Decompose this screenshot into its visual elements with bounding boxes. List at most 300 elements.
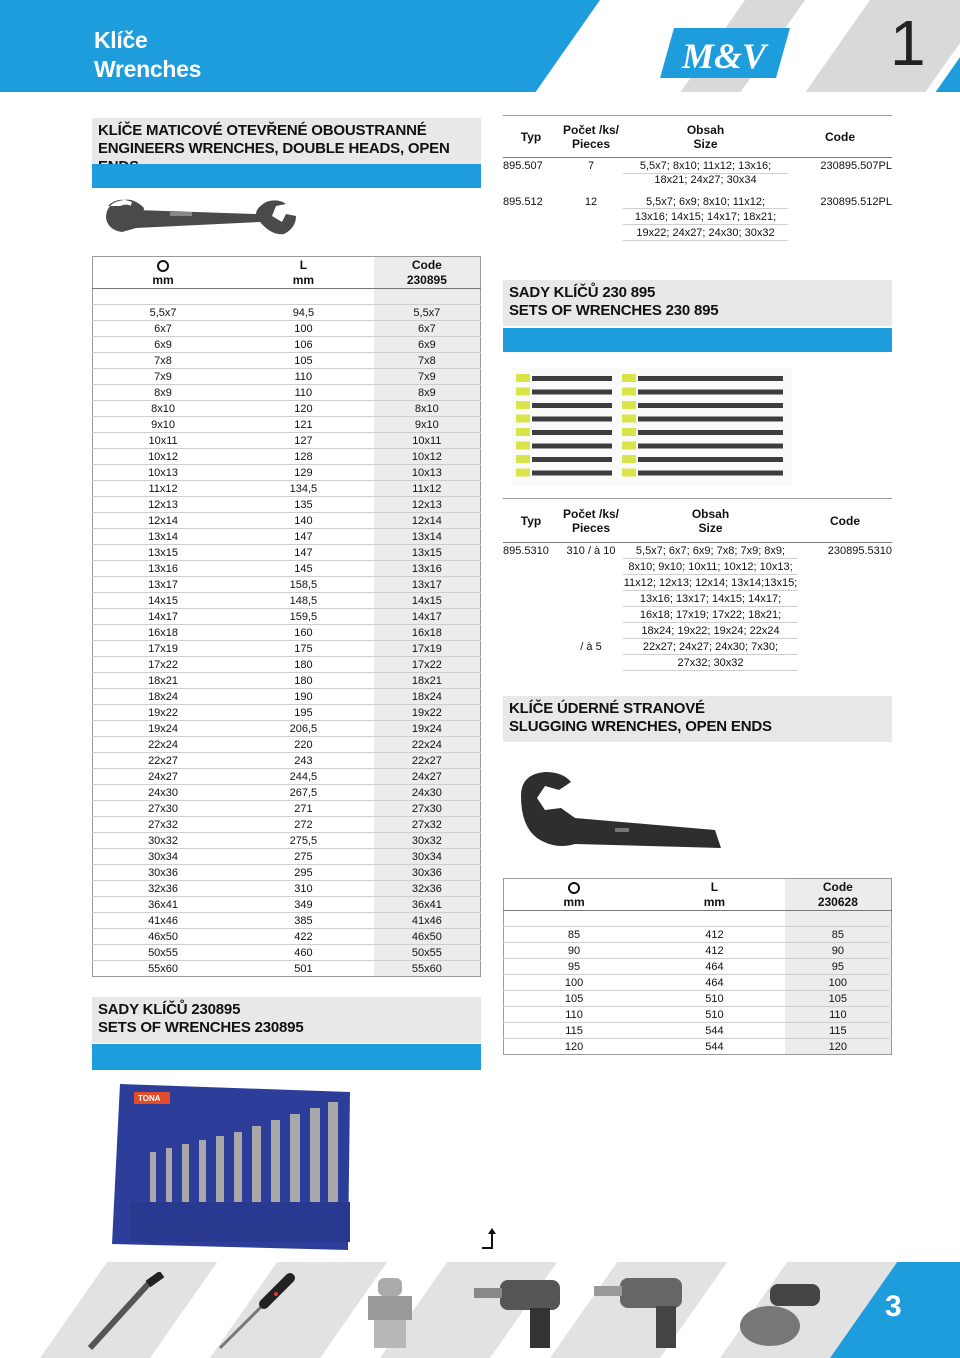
obsah-label: Obsah [686, 122, 725, 137]
section2-title-en: SETS OF WRENCHES 230895 [98, 1019, 304, 1036]
size-cell: 17x19 [93, 641, 234, 657]
set-row [503, 191, 892, 209]
code-cell: 230895.507PL [820, 159, 892, 172]
size-cell: 5,5x7 [93, 305, 234, 321]
code-cell: 12x13 [374, 497, 481, 513]
page-number: 3 [885, 1290, 902, 1323]
code-cell: 19x22 [374, 705, 481, 721]
pieces-header-cz: Počet /ks/ [562, 122, 620, 137]
rack-label-tag [622, 455, 636, 463]
code-cell: 17x22 [374, 657, 481, 673]
size-list-cell: 18x21; 24x27; 30x34 [623, 174, 788, 192]
code-cell: 85 [785, 927, 892, 943]
set-row [503, 225, 892, 241]
table-row [504, 975, 892, 991]
size-list-cell: 16x18; 17x19; 17x22; 18x21; [623, 607, 798, 623]
size-cell: 55x60 [93, 961, 234, 977]
size-cell: 32x36 [93, 881, 234, 897]
pieces-cell: 12 [584, 196, 598, 209]
obsah-label: Obsah [691, 506, 730, 521]
rack-wrench [532, 417, 612, 422]
code-cell: 14x15 [374, 593, 481, 609]
rack-wrench [638, 471, 783, 476]
code-cell: 13x17 [374, 577, 481, 593]
unit-mm-2: mm [233, 273, 374, 289]
table-row [93, 497, 481, 513]
size-cell: 22x24 [93, 737, 234, 753]
length-cell: 145 [233, 561, 374, 577]
set-row [503, 607, 892, 623]
ring-icon-header [93, 257, 234, 273]
rack-wrench [638, 444, 783, 449]
code-header: Code [374, 257, 481, 273]
rack-wrench [532, 471, 612, 476]
length-cell: 110 [233, 385, 374, 401]
length-cell: 129 [233, 465, 374, 481]
size-cell: 85 [504, 927, 645, 943]
hammer-drill-icon [590, 1270, 710, 1354]
size-cell: 36x41 [93, 897, 234, 913]
code-header: Code [825, 129, 855, 144]
size-cell: 46x50 [93, 929, 234, 945]
table-row [93, 641, 481, 657]
code-cell: 17x19 [374, 641, 481, 657]
size-cell: 10x12 [93, 449, 234, 465]
code-cell: 8x9 [374, 385, 481, 401]
size-cell: 11x12 [93, 481, 234, 497]
table-row [93, 705, 481, 721]
size-cell: 24x30 [93, 785, 234, 801]
table-row [93, 625, 481, 641]
length-cell: 271 [233, 801, 374, 817]
length-cell: 147 [233, 529, 374, 545]
table-row [93, 673, 481, 689]
size-list-cell: 5,5x7; 6x9; 8x10; 11x12; [623, 191, 788, 209]
opening-size-icon [157, 260, 169, 272]
size-cell: 14x17 [93, 609, 234, 625]
size-list-cell: 11x12; 12x13; 12x14; 13x14;13x15; [623, 576, 798, 589]
table-row [93, 721, 481, 737]
pieces-header-en: Pieces [571, 136, 611, 151]
length-cell: 510 [644, 991, 785, 1007]
size-cell: 13x14 [93, 529, 234, 545]
obsah-header [623, 499, 798, 543]
title-czech: Klíče [94, 27, 148, 53]
length-cell: 195 [233, 705, 374, 721]
size-cell: 41x46 [93, 913, 234, 929]
page-header [0, 0, 960, 92]
length-cell: 243 [233, 753, 374, 769]
length-cell: 128 [233, 449, 374, 465]
length-cell: 272 [233, 817, 374, 833]
size-cell: 7x8 [93, 353, 234, 369]
table-row [93, 465, 481, 481]
rack-label-tag [622, 428, 636, 436]
pieces-cell: 310 / à 10 [566, 544, 616, 557]
size-list-cell: 5,5x7; 8x10; 11x12; 13x16; [623, 158, 788, 174]
code-cell: 27x32 [374, 817, 481, 833]
set-table-2 [503, 498, 892, 671]
length-cell: 159,5 [233, 609, 374, 625]
length-cell: 106 [233, 337, 374, 353]
table-row [93, 753, 481, 769]
rack-label-tag [516, 374, 530, 382]
size-cell: 13x17 [93, 577, 234, 593]
code-cell: 14x17 [374, 609, 481, 625]
code-number: 230895 [374, 273, 481, 289]
length-cell: 134,5 [233, 481, 374, 497]
length-cell: 147 [233, 545, 374, 561]
unit-mm-2: mm [703, 895, 726, 910]
code-cell: 95 [785, 959, 892, 975]
size-list-cell: 8x10; 9x10; 10x11; 10x12; 10x13; [623, 559, 798, 575]
table-header-row [93, 257, 481, 273]
screwdriver-icon [210, 1272, 300, 1352]
rack-label-tag [622, 415, 636, 423]
code-cell: 110 [785, 1007, 892, 1023]
pieces-header-cz: Počet /ks/ [562, 506, 620, 521]
table-row [93, 545, 481, 561]
set-row [503, 623, 892, 639]
rack-label-tag [622, 442, 636, 450]
slugging-wrench-table [503, 878, 892, 1055]
code-cell: 32x36 [374, 881, 481, 897]
table-unit-row [504, 895, 892, 911]
pieces-header [559, 116, 623, 158]
length-header: L [299, 257, 308, 272]
size-cell: 17x22 [93, 657, 234, 673]
size-cell: 6x9 [93, 337, 234, 353]
length-cell: 180 [233, 657, 374, 673]
table-row [93, 321, 481, 337]
length-cell: 275,5 [233, 833, 374, 849]
length-cell: 544 [644, 1023, 785, 1039]
size-cell: 19x22 [93, 705, 234, 721]
ring-icon-header [504, 879, 645, 895]
wrench-rack-image [512, 368, 792, 486]
table-row [93, 401, 481, 417]
section3-title-en: SETS OF WRENCHES 230 895 [509, 302, 719, 319]
table-row [93, 865, 481, 881]
set-row [503, 639, 892, 655]
code-cell: 18x24 [374, 689, 481, 705]
code-number: 230628 [785, 895, 892, 911]
rack-wrench [638, 430, 783, 435]
table-row [93, 577, 481, 593]
code-cell: 22x27 [374, 753, 481, 769]
size-cell: 12x13 [93, 497, 234, 513]
table-row [93, 305, 481, 321]
size-cell: 18x24 [93, 689, 234, 705]
code-cell: 10x13 [374, 465, 481, 481]
code-cell: 11x12 [374, 481, 481, 497]
table-row [93, 561, 481, 577]
length-cell: 110 [233, 369, 374, 385]
size-cell: 10x11 [93, 433, 234, 449]
length-cell: 464 [644, 959, 785, 975]
code-cell: 6x7 [374, 321, 481, 337]
size-cell: 10x13 [93, 465, 234, 481]
table-row [93, 385, 481, 401]
table-row [93, 657, 481, 673]
table-row [504, 959, 892, 975]
engineers-wrench-table [92, 256, 481, 977]
length-cell: 544 [644, 1039, 785, 1055]
size-cell: 27x30 [93, 801, 234, 817]
wrench-set-pouch-image [110, 1082, 360, 1252]
length-cell: 100 [233, 321, 374, 337]
size-list-cell: 19x22; 24x27; 24x30; 30x32 [623, 225, 788, 241]
rack-wrench [532, 390, 612, 395]
size-cell: 18x21 [93, 673, 234, 689]
typ-header: Typ [520, 513, 542, 528]
set-table-1-rows [503, 158, 892, 241]
size-cell: 19x24 [93, 721, 234, 737]
size-cell: 50x55 [93, 945, 234, 961]
length-cell: 412 [644, 927, 785, 943]
table-row [93, 849, 481, 865]
code-cell: 10x12 [374, 449, 481, 465]
table-row [93, 513, 481, 529]
length-cell: 127 [233, 433, 374, 449]
size-cell: 120 [504, 1039, 645, 1055]
section3-title [503, 280, 892, 326]
size-list-cell: 5,5x7; 6x7; 6x9; 7x8; 7x9; 8x9; [623, 543, 798, 559]
length-cell: 349 [233, 897, 374, 913]
grease-nipple-icon [350, 1274, 430, 1352]
table-row [93, 737, 481, 753]
code-header: Code [830, 513, 860, 528]
typ-cell: 895.512 [503, 196, 543, 209]
table-row [93, 593, 481, 609]
code-cell: 24x27 [374, 769, 481, 785]
section2-title-cz: SADY KLÍČŮ 230895 [98, 1001, 241, 1018]
unit-mm-1: mm [93, 273, 234, 289]
set-row [503, 543, 892, 559]
length-cell: 244,5 [233, 769, 374, 785]
code-cell: 36x41 [374, 897, 481, 913]
page-title [94, 26, 201, 84]
rack-wrench [638, 390, 783, 395]
code-cell: 8x10 [374, 401, 481, 417]
size-list-cell: 22x27; 24x27; 24x30; 7x30; [623, 639, 798, 655]
length-cell: 310 [233, 881, 374, 897]
size-cell: 22x27 [93, 753, 234, 769]
section4-title-en: SLUGGING WRENCHES, OPEN ENDS [509, 718, 772, 735]
table-row [93, 449, 481, 465]
length-cell: 267,5 [233, 785, 374, 801]
angle-grinder-icon [730, 1270, 830, 1354]
set-row [503, 559, 892, 575]
set-row [503, 209, 892, 225]
code-cell: 13x14 [374, 529, 481, 545]
code-cell: 12x14 [374, 513, 481, 529]
table-row [93, 945, 481, 961]
rack-label-tag [516, 415, 530, 423]
length-cell: 385 [233, 913, 374, 929]
rack-label-tag [622, 374, 636, 382]
logo-text: M&V [682, 36, 767, 76]
length-cell: 295 [233, 865, 374, 881]
code-cell: 115 [785, 1023, 892, 1039]
size-cell: 7x9 [93, 369, 234, 385]
set-table-1-header [503, 116, 892, 158]
rack-wrench [532, 403, 612, 408]
code-cell: 50x55 [374, 945, 481, 961]
corner-arrow-icon [480, 1226, 500, 1250]
size-cell: 105 [504, 991, 645, 1007]
typ-cell: 895.507 [503, 159, 543, 172]
table-row [504, 991, 892, 1007]
pieces-cell: / à 5 [580, 640, 602, 653]
code-header: Code [785, 879, 892, 895]
size-cell: 30x36 [93, 865, 234, 881]
size-cell: 16x18 [93, 625, 234, 641]
size-cell: 115 [504, 1023, 645, 1039]
code-cell: 41x46 [374, 913, 481, 929]
section1-title-en: ENGINEERS WRENCHES, DOUBLE HEADS, OPEN [98, 140, 450, 157]
table-row [93, 769, 481, 785]
table-unit-row [93, 273, 481, 289]
mv-logo [660, 28, 790, 78]
length-cell: 120 [233, 401, 374, 417]
length-cell: 460 [233, 945, 374, 961]
rack-label-tag [622, 388, 636, 396]
length-cell: 501 [233, 961, 374, 977]
section3-title-cz: SADY KLÍČŮ 230 895 [509, 284, 656, 301]
size-label: Size [693, 136, 718, 151]
size-cell: 30x34 [93, 849, 234, 865]
length-cell: 148,5 [233, 593, 374, 609]
pieces-header [559, 499, 623, 543]
length-cell: 121 [233, 417, 374, 433]
typ-header: Typ [520, 129, 542, 144]
table-row [93, 961, 481, 977]
size-label: Size [698, 520, 723, 535]
size-cell: 13x16 [93, 561, 234, 577]
code-cell: 18x21 [374, 673, 481, 689]
set-row [503, 158, 892, 174]
set-table-1 [503, 115, 892, 241]
code-cell: 19x24 [374, 721, 481, 737]
table-row [504, 943, 892, 959]
section4-title [503, 696, 892, 742]
code-cell: 120 [785, 1039, 892, 1055]
length-cell: 220 [233, 737, 374, 753]
code-cell: 230895.512PL [820, 196, 892, 209]
table-row [93, 433, 481, 449]
size-cell: 8x10 [93, 401, 234, 417]
size-cell: 13x15 [93, 545, 234, 561]
table-row [93, 417, 481, 433]
section3-blue-bar [503, 328, 892, 352]
set-row [503, 575, 892, 591]
length-cell: 422 [233, 929, 374, 945]
size-cell: 110 [504, 1007, 645, 1023]
table-row [93, 929, 481, 945]
length-cell: 94,5 [233, 305, 374, 321]
table-row [504, 927, 892, 943]
pieces-cell: 7 [587, 159, 595, 172]
size-cell: 14x15 [93, 593, 234, 609]
length-cell: 158,5 [233, 577, 374, 593]
length-cell: 135 [233, 497, 374, 513]
code-cell: 30x32 [374, 833, 481, 849]
code-cell: 30x36 [374, 865, 481, 881]
set-row [503, 174, 892, 192]
code-cell: 7x8 [374, 353, 481, 369]
code-cell: 24x30 [374, 785, 481, 801]
table-row [93, 529, 481, 545]
table-row [93, 481, 481, 497]
code-cell: 16x18 [374, 625, 481, 641]
size-list-cell: 13x16; 14x15; 14x17; 18x21; [623, 209, 788, 225]
section4-title-cz: KLÍČE ÚDERNÉ STRANOVÉ [509, 700, 705, 717]
file-tool-icon [80, 1272, 170, 1352]
size-list-cell: 13x16; 13x17; 14x15; 14x17; [623, 591, 798, 607]
table-row [93, 833, 481, 849]
code-cell: 10x11 [374, 433, 481, 449]
set-row [503, 591, 892, 607]
obsah-header [623, 116, 788, 158]
table-row [93, 609, 481, 625]
code-cell: 55x60 [374, 961, 481, 977]
rack-wrench [532, 457, 612, 462]
length-cell: 180 [233, 673, 374, 689]
rack-wrench [532, 376, 612, 381]
rack-wrench [638, 417, 783, 422]
size-cell: 6x7 [93, 321, 234, 337]
title-english: Wrenches [94, 56, 202, 82]
slugging-wrench-image [515, 768, 725, 858]
section2-title [92, 997, 481, 1043]
slugging-wrench-rows [504, 927, 892, 1055]
size-cell: 9x10 [93, 417, 234, 433]
size-cell: 100 [504, 975, 645, 991]
length-header: L [710, 879, 719, 894]
size-cell: 12x14 [93, 513, 234, 529]
rack-wrench [532, 444, 612, 449]
page-footer [0, 1262, 960, 1358]
length-cell: 190 [233, 689, 374, 705]
table-row [93, 353, 481, 369]
size-cell: 95 [504, 959, 645, 975]
code-cell: 13x16 [374, 561, 481, 577]
opening-size-icon [568, 882, 580, 894]
table-row [93, 817, 481, 833]
table-row [93, 913, 481, 929]
pouch-brand-label: TONA [138, 1094, 161, 1103]
section1-blue-bar [92, 164, 481, 188]
size-cell: 90 [504, 943, 645, 959]
engineers-wrench-rows [93, 305, 481, 977]
table-row [93, 785, 481, 801]
code-cell: 13x15 [374, 545, 481, 561]
code-cell: 27x30 [374, 801, 481, 817]
code-cell: 6x9 [374, 337, 481, 353]
rack-label-tag [516, 401, 530, 409]
unit-mm-1: mm [563, 895, 585, 910]
typ-cell: 895.5310 [503, 544, 549, 557]
table-row [93, 801, 481, 817]
rack-wrench [638, 376, 783, 381]
code-cell: 5,5x7 [374, 305, 481, 321]
code-cell: 105 [785, 991, 892, 1007]
length-cell: 160 [233, 625, 374, 641]
section1-title-cz: KLÍČE MATICOVÉ OTEVŘENÉ OBOUSTRANNÉ [98, 122, 427, 139]
size-cell: 27x32 [93, 817, 234, 833]
rack-wrench [638, 457, 783, 462]
